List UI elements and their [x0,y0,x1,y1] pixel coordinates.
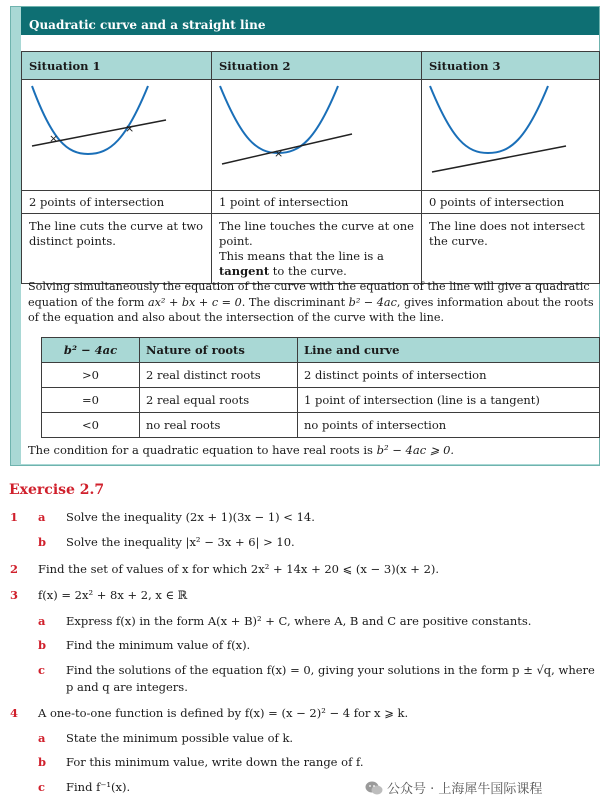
q4c-text: Find f⁻¹(x). [66,780,131,794]
q4b-label: b [38,755,47,769]
q3c-text-line2: p and q are integers. [66,680,188,694]
real-roots-condition [28,443,598,457]
q3-number: 3 [10,588,19,602]
wechat-icon [365,780,383,796]
discriminant-table [41,337,600,438]
q3c-label: c [38,663,46,677]
intersection-mark-1: × [49,132,59,145]
tangent-line [222,134,352,164]
condition-text: The condition for a quadratic equation to have real roots is [28,443,377,457]
watermark-text: 公众号 · 上海犀牛国际课程 [387,782,543,797]
situations-table [21,51,600,284]
q3b-text: Find the minimum value of f(x). [66,638,251,652]
intersection-mark-2: × [125,122,135,135]
q4-stem: A one-to-one function is defined by f(x) = (x − 2)² − 4 for x ⩾ k. [38,706,409,720]
q4c-label: c [38,780,46,794]
parabola-3 [430,86,548,153]
nature-header: Nature of roots [140,338,298,363]
q2-number: 2 [10,562,19,576]
q4a-text: State the minimum possible value of k. [66,731,294,745]
disc-row-1-sign: >0 [42,363,140,388]
exercise-title: Exercise 2.7 [9,482,105,498]
q4a-label: a [38,731,46,745]
situation-1-desc: The line cuts the curve at two distinct points. [22,214,212,284]
q4-number: 4 [10,706,19,720]
situation-2-desc [212,214,422,284]
desc2-post: to the curve. [269,264,347,278]
watermark [365,778,542,797]
situation-3-count: 0 points of intersection [422,191,600,214]
q1a-text: Solve the inequality (2x + 1)(3x − 1) < 14. [66,510,315,524]
q1b-text: Solve the inequality |x² − 3x + 6| > 10. [66,535,295,549]
q1-number: 1 [10,510,19,524]
q3a-text: Express f(x) in the form A(x + B)² + C, where A, B and C are positive constants. [66,614,532,628]
disc-row-2-line: 1 point of intersection (line is a tangent) [298,388,600,413]
q1a-label: a [38,510,46,524]
disc-row-2-sign: =0 [42,388,140,413]
situation-1-figure [22,80,212,191]
situation-1-diagram [22,80,212,187]
q4b-text: For this minimum value, write down the range of f. [66,755,364,769]
solving-paragraph [28,279,598,326]
disc-row-1-nature: 2 real distinct roots [140,363,298,388]
situation-2-desc-line1: The line touches the curve at one point. [219,219,414,248]
non-intersecting-line [432,146,566,172]
disc-row-1-line: 2 distinct points of intersection [298,363,600,388]
q3a-label: a [38,614,46,628]
quadratic-form: ax² + bx + c = 0 [147,295,242,309]
q3b-label: b [38,638,47,652]
solving-text-2: . The discriminant [241,295,349,309]
disc-row-3-nature: no real roots [140,413,298,438]
tangent-point-mark: × [274,147,284,160]
key-point-box [10,6,600,466]
situation-2-diagram [212,80,422,187]
q1b-label: b [38,535,47,549]
situation-3-figure [422,80,600,191]
situation-1-count: 2 points of intersection [22,191,212,214]
disc-row-3-sign: <0 [42,413,140,438]
condition-expr: b² − 4ac ⩾ 0. [376,443,455,457]
situation-2-desc-line2 [219,249,415,279]
situation-2-count: 1 point of intersection [212,191,422,214]
situation-3-header: Situation 3 [422,52,600,80]
q3-stem: f(x) = 2x² + 8x + 2, x ∈ ℝ [38,588,188,602]
box-title: Quadratic curve and a straight line [21,7,599,35]
situation-2-figure [212,80,422,191]
situation-3-desc: The line does not intersect the curve. [422,214,600,284]
parabola-2 [220,86,338,153]
line-curve-header: Line and curve [298,338,600,363]
situation-2-header: Situation 2 [212,52,422,80]
disc-row-2-nature: 2 real equal roots [140,388,298,413]
q3c-text-line1: Find the solutions of the equation f(x) = 0, giving your solutions in the form p ± √q, where [66,663,595,677]
disc-row-3-line: no points of intersection [298,413,600,438]
solving-text-3: , gives information about the roots of the equation and also about the intersection of the curve with the line. [28,295,594,324]
desc2-pre: This means that the line is a [219,249,384,263]
discriminant-expr: b² − 4ac [348,295,397,309]
solving-text-1: Solving simultaneously the equation of the curve with the equation of the line will give a quadratic equation of the form [28,280,590,309]
situation-3-diagram [422,80,600,187]
disc-header: b² − 4ac [42,338,140,363]
q2-text: Find the set of values of x for which 2x² + 14x + 20 ⩽ (x − 3)(x + 2). [38,562,440,576]
situation-1-header: Situation 1 [22,52,212,80]
tangent-word: tangent [219,264,270,278]
